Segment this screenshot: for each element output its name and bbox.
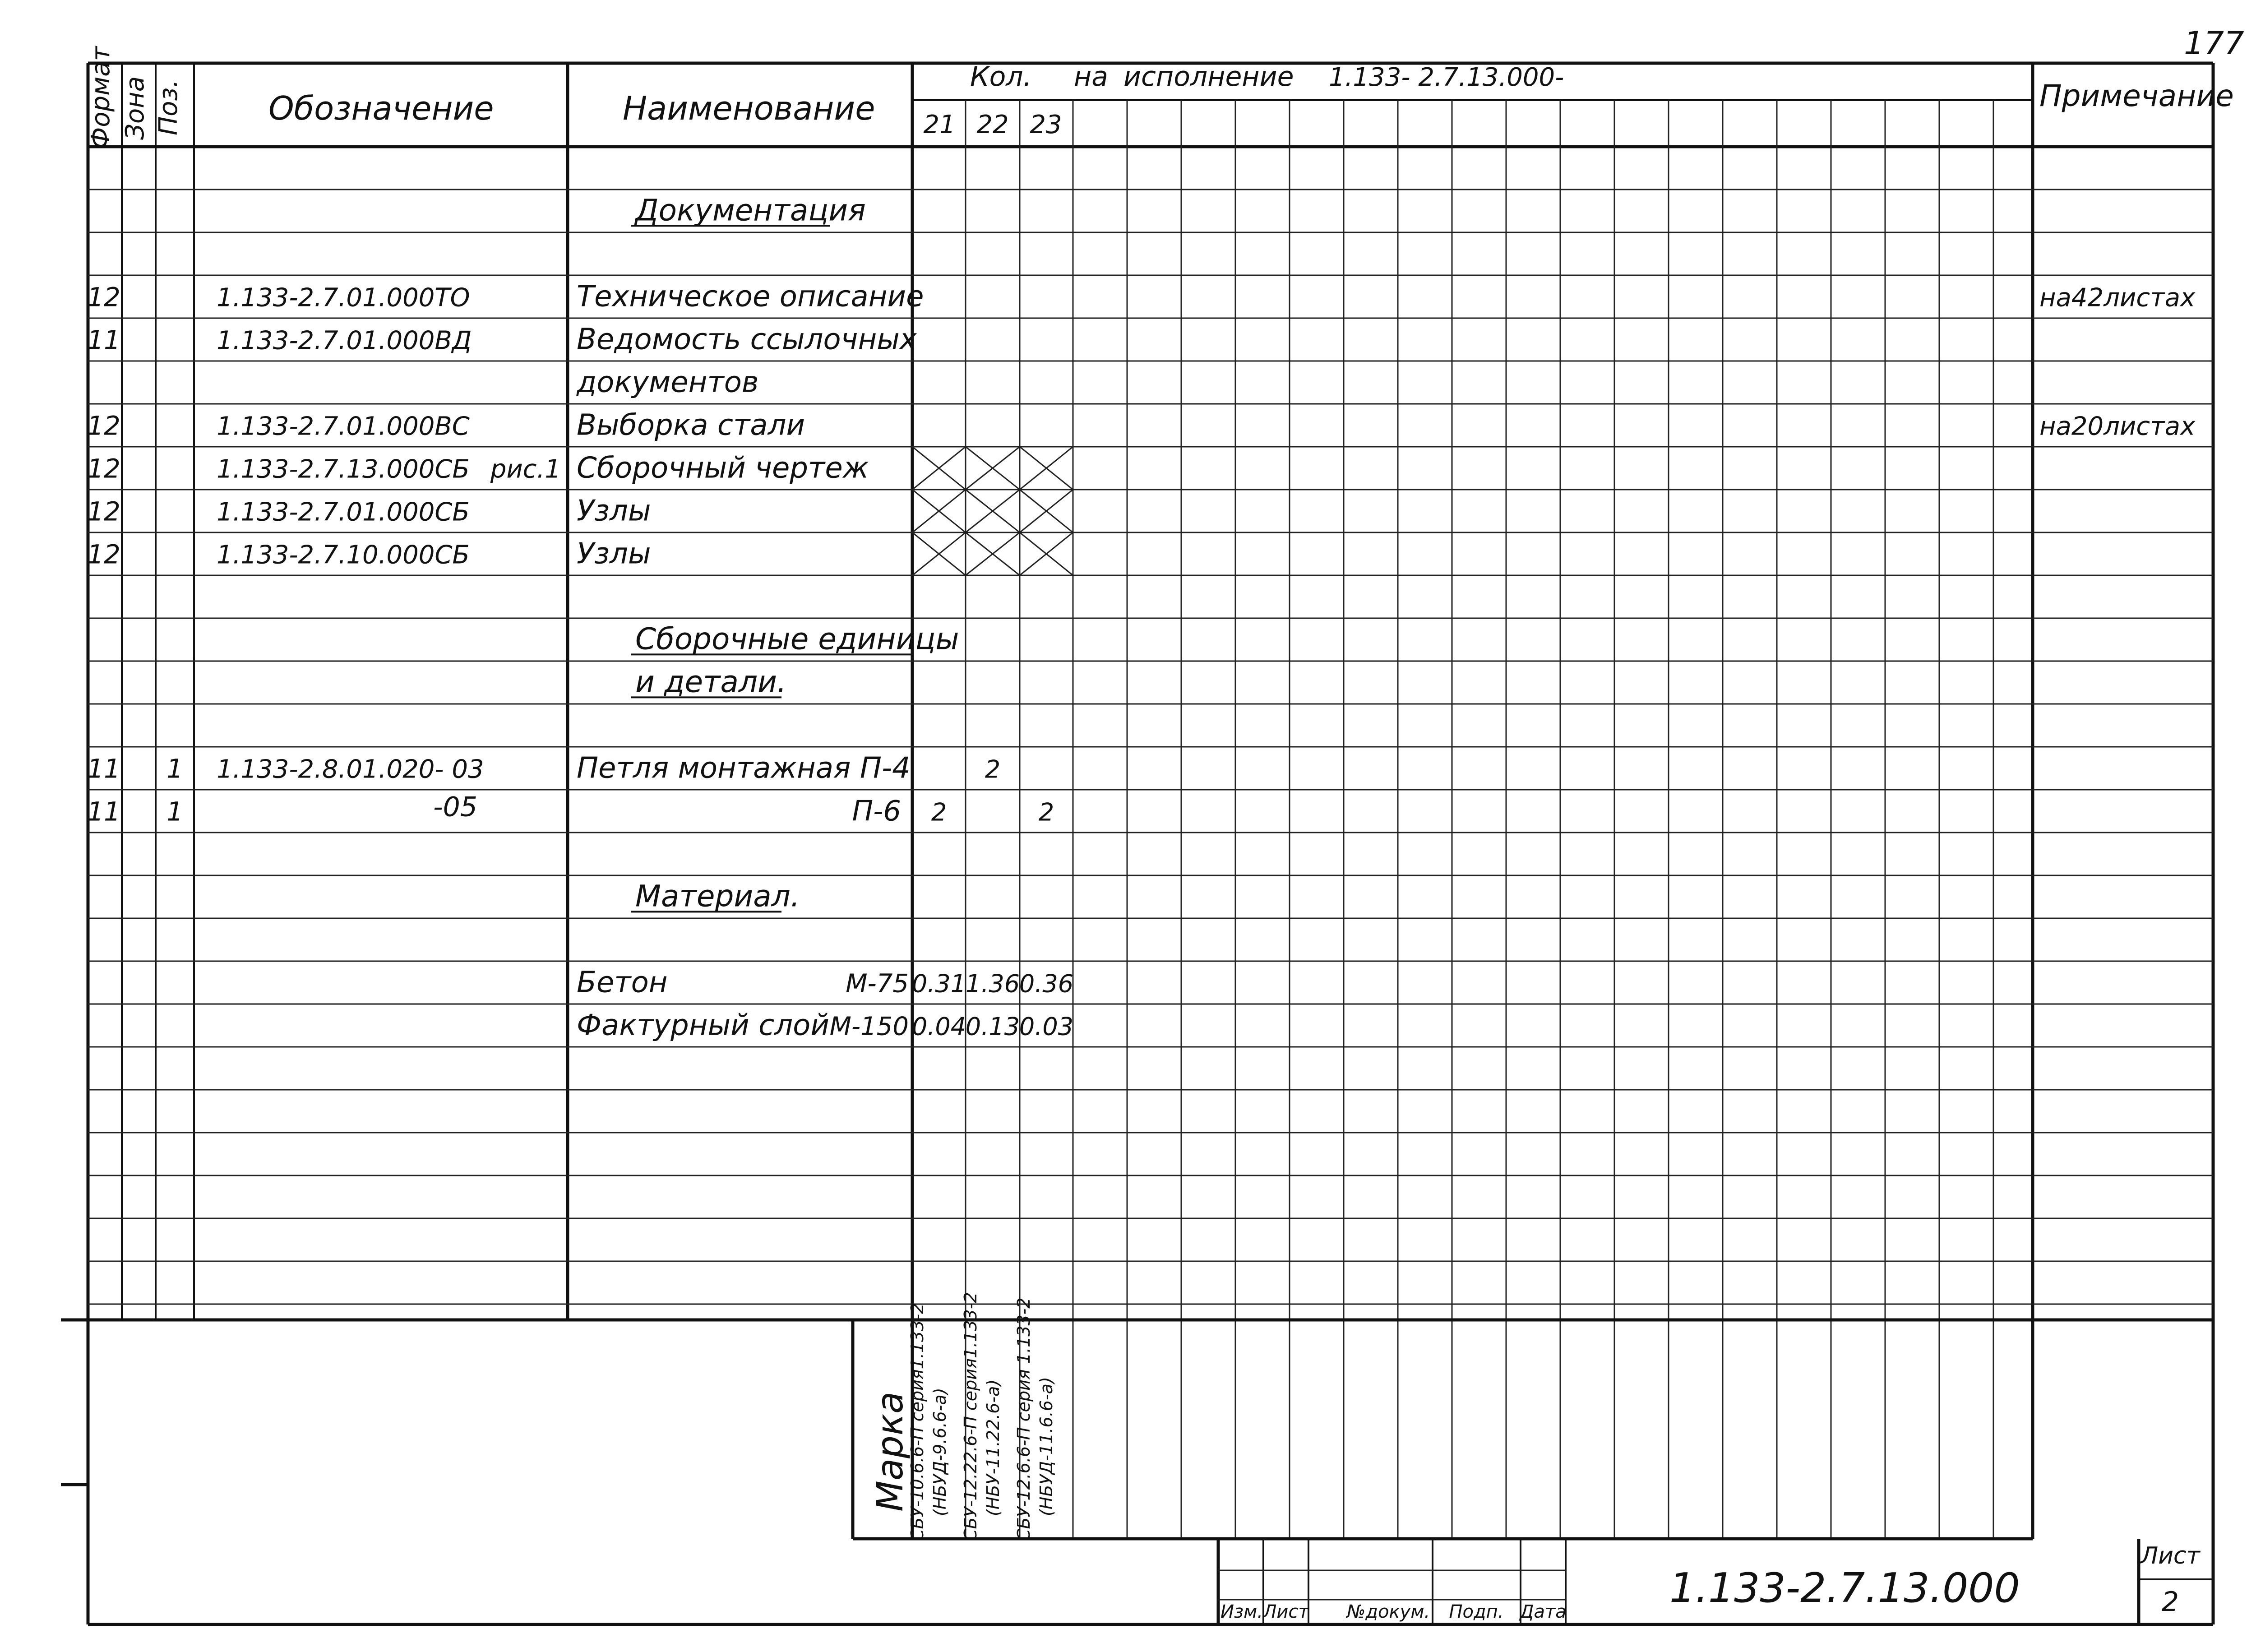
header-qty-prefix: Кол. [970,61,1032,93]
header-pos: Поз. [154,79,183,135]
header-note: Примечание [2039,79,2234,113]
row-name: Узлы [577,494,651,528]
header-name: Наименование [623,89,875,127]
row-designation: 1.133-2.7.13.000СБ [217,454,470,484]
section-heading: Документация [635,193,866,228]
row-format: 11 [87,324,120,356]
section-heading: Сборочные единицы [635,621,959,657]
row-designation: 1.133-2.7.01.000ВД [217,326,472,356]
marka-col2-line1: СБУ-12.22.6-П серия1.133-2 [961,1292,980,1541]
row-name: Ведомость ссылочных [577,323,917,356]
row-format: 12 [87,539,120,570]
row-grade: М-150 [829,1012,909,1041]
crossed-out-cells [912,447,1073,575]
qty-variant-22: 1.36 [965,969,1020,998]
header-variant-1: 21 [923,110,956,139]
row-format: 11 [87,796,120,827]
header-designation: Обозначение [268,89,494,127]
qty-variant-21: 2 [931,798,947,827]
row-designation: 1.133-2.7.01.000СБ [217,497,470,527]
row-name: Петля монтажная П-4 [577,751,911,785]
title-col-docnum: №докум. [1346,1601,1430,1622]
row-format: 12 [87,453,120,484]
row-format: 11 [87,753,120,784]
sheet-number: 2 [2161,1586,2179,1618]
title-col-list: Лист [1263,1601,1309,1622]
marka-block [869,1292,1056,1541]
qty-variant-22: 0.13 [965,1012,1020,1041]
row-note: на42листах [2039,283,2196,313]
marka-col3-line1: СБУ-12.6.6-П серия 1.133-2 [1014,1297,1034,1541]
qty-variant-23: 0.03 [1019,1012,1074,1041]
qty-variant-21: 0.04 [911,1012,966,1041]
sheet-label: Лист [2140,1542,2200,1569]
section-heading: Материал. [635,879,800,914]
document-code: 1.133-2.7.13.000 [1669,1564,2020,1612]
marka-col2-line2: (НБУ-11.22.6-а) [983,1379,1003,1516]
title-col-izm: Изм. [1220,1601,1263,1622]
row-designation-suffix: рис.1 [490,454,561,484]
qty-variant-23: 0.36 [1019,969,1074,998]
row-name: Сборочный чертеж [577,451,869,485]
header-variant-2: 22 [976,110,1009,139]
title-block [1220,1542,2201,1622]
table-header [86,46,2234,149]
qty-variant-21: 0.31 [911,969,966,998]
row-designation: 1.133-2.7.10.000СБ [217,540,470,570]
header-qty-code: 1.133- 2.7.13.000- [1329,63,1564,92]
header-variant-3: 23 [1030,110,1062,139]
row-name: документов [577,366,759,399]
section-heading: и детали. [635,664,787,699]
row-note: на20листах [2039,412,2196,441]
row-designation: 1.133-2.8.01.020- 03 [217,754,484,784]
row-designation: 1.133-2.7.01.000ТО [217,283,470,313]
row-position: 1 [166,796,183,827]
row-name: Выборка стали [577,408,805,442]
row-name: Техническое описание [577,280,924,314]
marka-col1-line1: СБУ-10.6.6-П серия1.133-2 [907,1303,927,1541]
qty-variant-22: 2 [985,755,1001,784]
header-qty-mid: на [1074,61,1108,93]
title-col-sign: Подп. [1449,1601,1504,1622]
title-col-date: Дата [1520,1601,1567,1622]
row-format: 12 [87,410,120,441]
row-designation: 1.133-2.7.01.000ВС [217,412,470,441]
row-name: Бетон [577,966,668,1000]
row-position: 1 [166,753,183,784]
row-name: Узлы [577,537,651,571]
row-name: Фактурный слой [577,1009,829,1042]
header-format: Формат [86,46,116,149]
row-format: 12 [87,496,120,527]
row-name: П-6 [852,794,901,828]
row-designation: -05 [433,791,477,823]
page-number: 177 [2184,25,2244,62]
header-zone: Зона [120,76,150,140]
marka-label: Марка [869,1391,911,1512]
marka-col3-line2: (НБУД-11.6.6-а) [1036,1377,1056,1516]
row-format: 12 [87,282,120,313]
qty-variant-23: 2 [1038,798,1054,827]
row-grade: М-75 [846,969,909,999]
table-rows [87,193,2196,1042]
header-qty-word: исполнение [1123,61,1294,93]
marka-col1-line2: (НБУД-9.6.6-а) [930,1388,950,1516]
